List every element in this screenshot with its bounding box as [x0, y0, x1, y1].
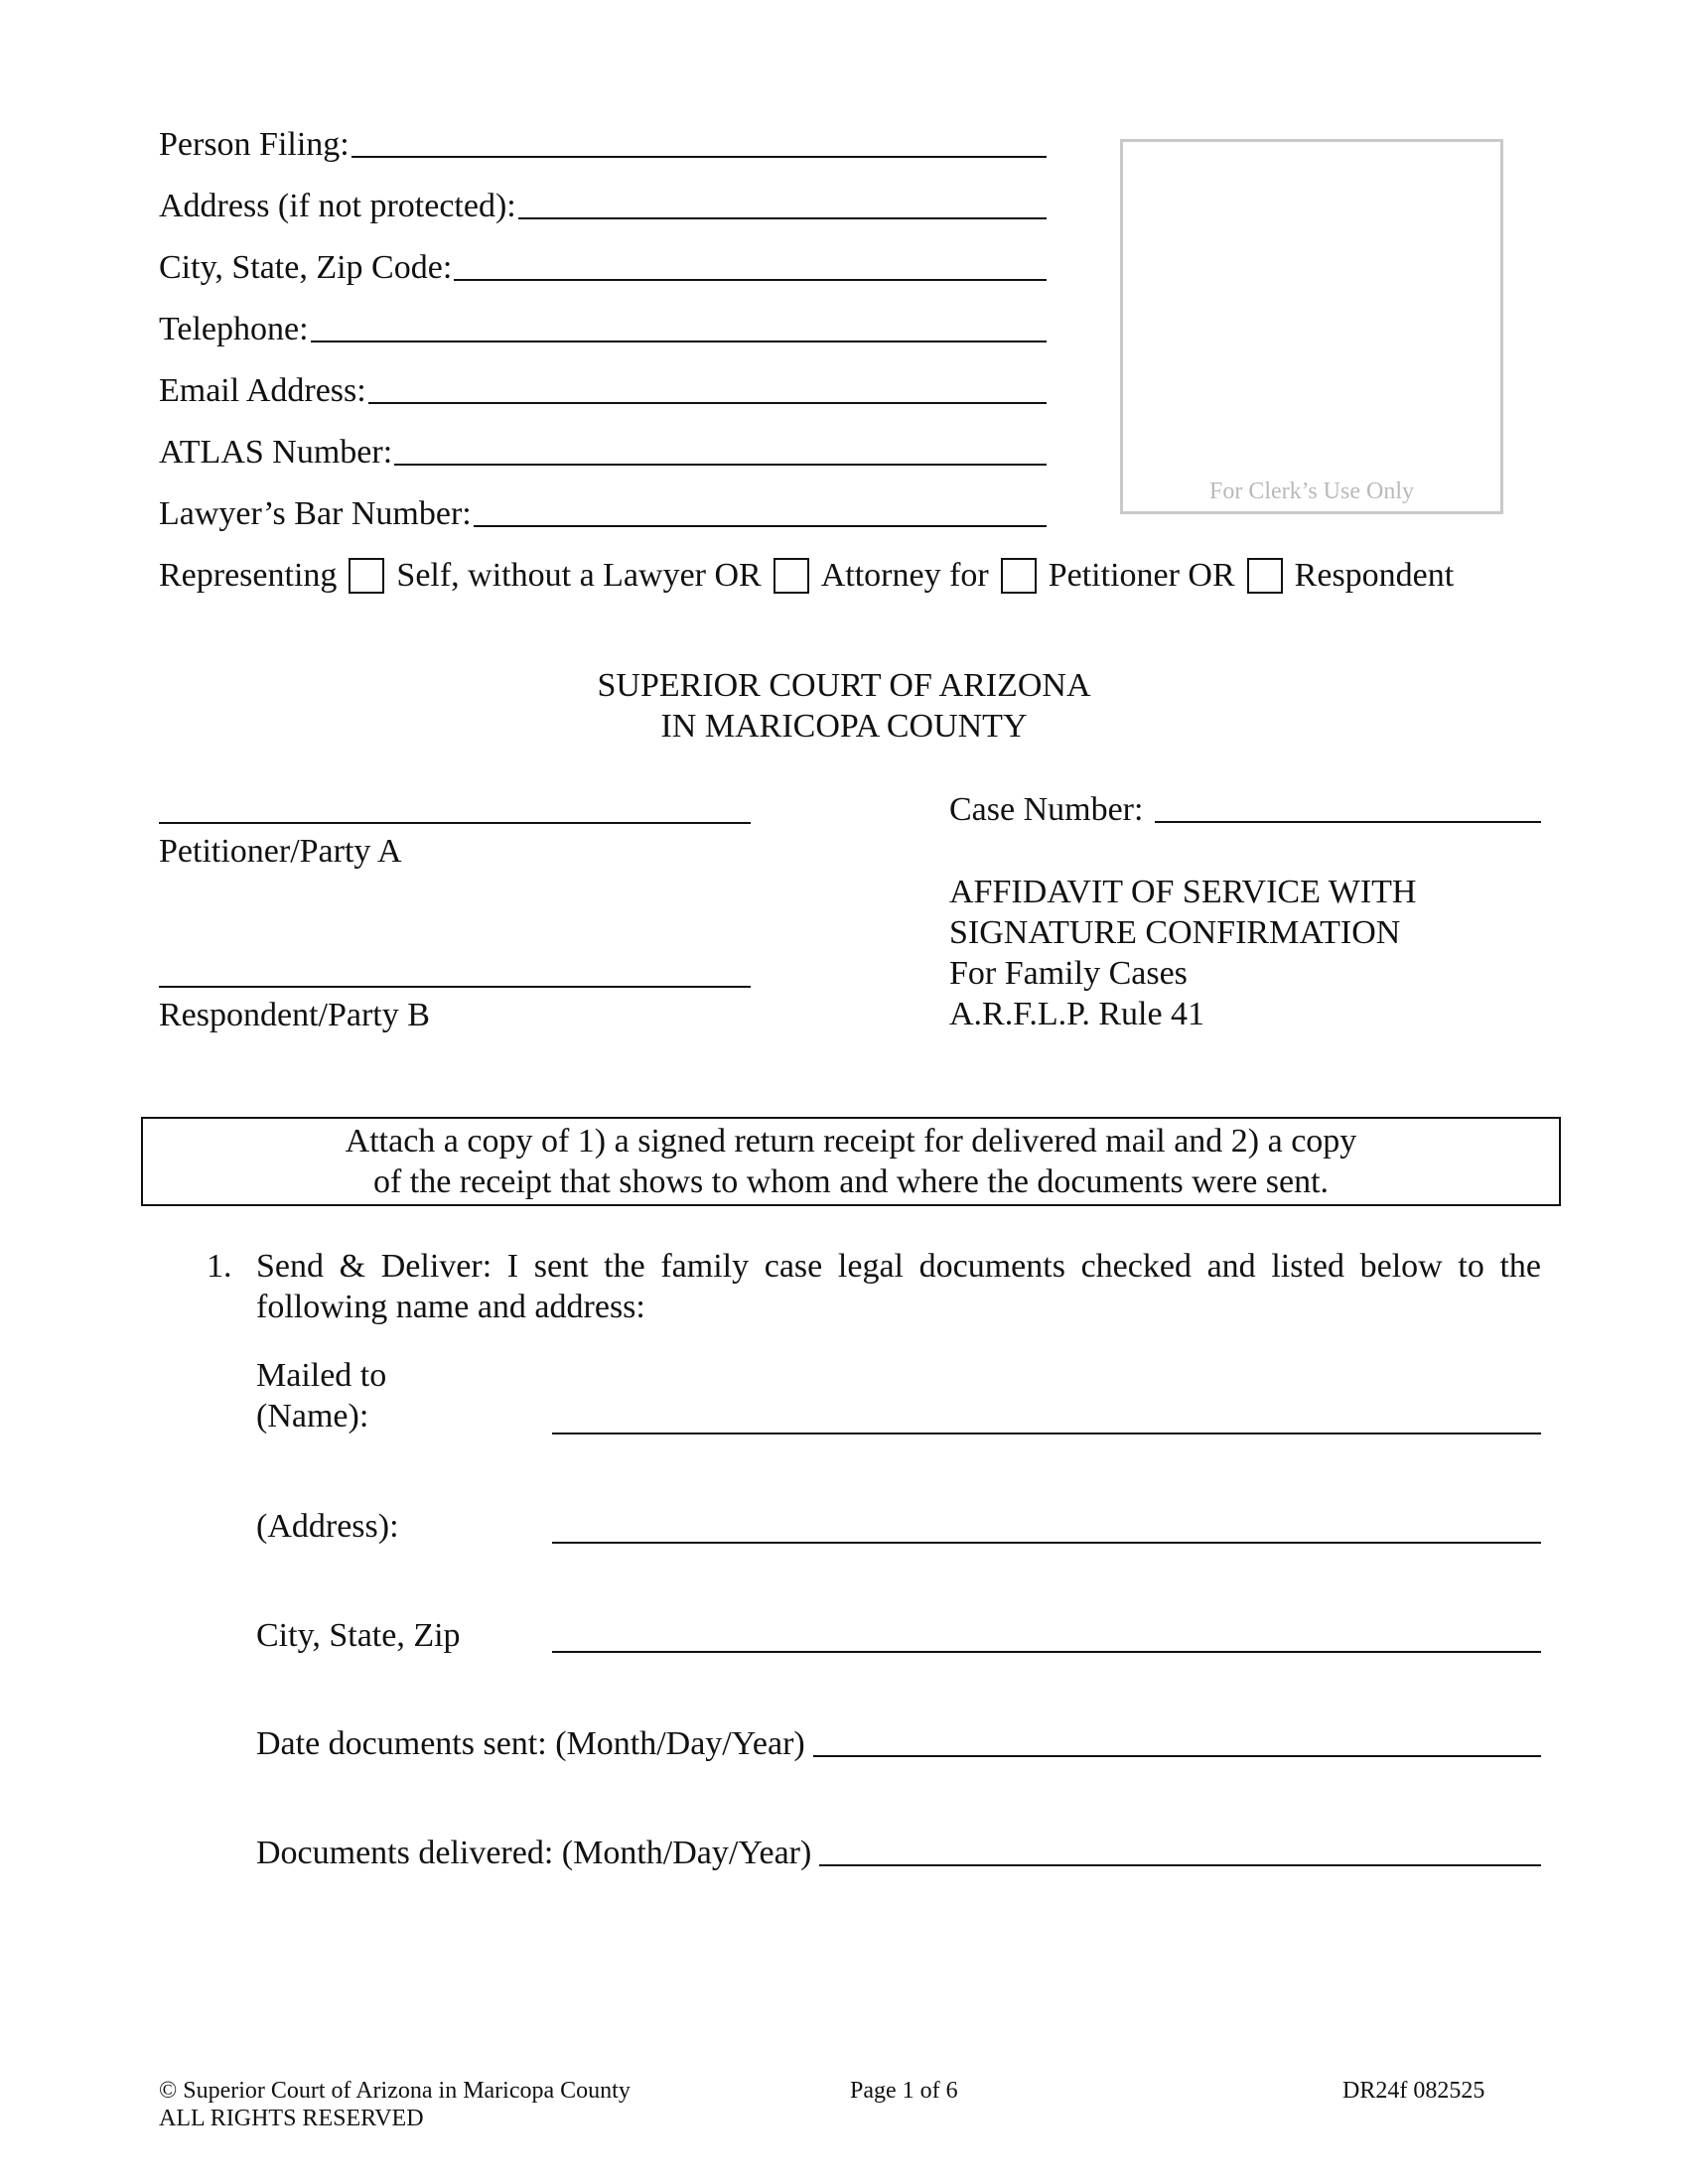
- date-sent-input-line[interactable]: [813, 1755, 1541, 1757]
- respondent-label: Respondent/Party B: [159, 997, 430, 1033]
- self-option-label: Self, without a Lawyer OR: [396, 557, 762, 594]
- attorney-option-label: Attorney for: [820, 557, 989, 594]
- notice-line1: Attach a copy of 1) a signed return receipt for delivered mail and 2) a copy: [345, 1123, 1357, 1160]
- court-county: IN MARICOPA COUNTY: [660, 708, 1028, 745]
- clerk-use-label: For Clerk’s Use Only: [1209, 478, 1414, 504]
- mailed-to-address-input-line[interactable]: [552, 1542, 1541, 1544]
- address-input-line[interactable]: [518, 217, 1047, 219]
- address-field[interactable]: [159, 187, 1047, 226]
- date-delivered-input-line[interactable]: [819, 1864, 1541, 1866]
- attorney-checkbox[interactable]: [774, 558, 809, 594]
- bar-number-field[interactable]: [159, 494, 1047, 534]
- email-field[interactable]: [159, 371, 1047, 411]
- petitioner-checkbox[interactable]: [1001, 558, 1037, 594]
- case-number-input-line[interactable]: [1155, 821, 1541, 823]
- petitioner-label: Petitioner/Party A: [159, 833, 402, 870]
- city-state-zip-input-line[interactable]: [454, 279, 1047, 281]
- form-title-line2: SIGNATURE CONFIRMATION: [949, 914, 1401, 951]
- footer-form-id: DR24f 082525: [1342, 2078, 1485, 2104]
- bar-number-input-line[interactable]: [474, 525, 1047, 527]
- notice-line2: of the receipt that shows to whom and where the documents were sent.: [372, 1163, 1330, 1200]
- mailed-to-name-input-line[interactable]: [552, 1433, 1541, 1434]
- case-number-field[interactable]: [949, 790, 1541, 830]
- address-label-section1: (Address):: [256, 1508, 399, 1545]
- mailed-to-city-input-line[interactable]: [552, 1651, 1541, 1653]
- form-title-line1: AFFIDAVIT OF SERVICE WITH: [949, 874, 1417, 910]
- footer-page-number: Page 1 of 6: [850, 2078, 958, 2104]
- email-input-line[interactable]: [368, 402, 1047, 404]
- form-subtitle: For Family Cases: [949, 955, 1188, 992]
- bar-number-label: Lawyer’s Bar Number:: [159, 495, 472, 532]
- footer-copyright: © Superior Court of Arizona in Maricopa County: [159, 2078, 631, 2104]
- respondent-input-line[interactable]: [159, 986, 751, 988]
- section1-text-line1: Send & Deliver: I sent the family case legal documents checked and listed below to the: [256, 1248, 1541, 1285]
- representing-row: [159, 556, 1454, 596]
- telephone-label: Telephone:: [159, 311, 309, 347]
- email-label: Email Address:: [159, 372, 366, 409]
- mailed-to-label-line2: (Name):: [256, 1398, 369, 1434]
- atlas-number-input-line[interactable]: [394, 464, 1047, 466]
- telephone-input-line[interactable]: [311, 341, 1047, 342]
- address-label: Address (if not protected):: [159, 188, 516, 224]
- respondent-option-label: Respondent: [1294, 557, 1455, 594]
- date-sent-field[interactable]: [256, 1724, 1541, 1764]
- section1-number: 1.: [207, 1248, 232, 1285]
- city-state-zip-label: City, State, Zip Code:: [159, 249, 453, 286]
- representing-label: Representing: [159, 557, 338, 594]
- self-checkbox[interactable]: [349, 558, 384, 594]
- attachment-notice-box: [141, 1117, 1561, 1206]
- date-sent-label: Date documents sent: (Month/Day/Year): [256, 1725, 805, 1762]
- date-delivered-field[interactable]: [256, 1834, 1541, 1873]
- section1-text-line2: following name and address:: [256, 1289, 645, 1325]
- telephone-field[interactable]: [159, 310, 1047, 349]
- mailed-to-label-line1: Mailed to: [256, 1357, 387, 1394]
- court-name: SUPERIOR COURT OF ARIZONA: [597, 667, 1091, 704]
- person-filing-field[interactable]: [159, 125, 1047, 165]
- person-filing-input-line[interactable]: [352, 156, 1047, 158]
- city-state-zip-label-section1: City, State, Zip: [256, 1617, 461, 1654]
- petitioner-input-line[interactable]: [159, 822, 751, 824]
- form-rule: A.R.F.L.P. Rule 41: [949, 996, 1205, 1032]
- date-delivered-label: Documents delivered: (Month/Day/Year): [256, 1835, 812, 1871]
- atlas-number-label: ATLAS Number:: [159, 434, 393, 471]
- person-filing-label: Person Filing:: [159, 126, 350, 163]
- petitioner-option-label: Petitioner OR: [1048, 557, 1235, 594]
- clerk-use-box: [1120, 139, 1503, 514]
- atlas-number-field[interactable]: [159, 433, 1047, 473]
- city-state-zip-field[interactable]: [159, 248, 1047, 288]
- footer-rights: ALL RIGHTS RESERVED: [159, 2106, 424, 2131]
- respondent-checkbox[interactable]: [1247, 558, 1283, 594]
- case-number-label: Case Number:: [949, 791, 1144, 828]
